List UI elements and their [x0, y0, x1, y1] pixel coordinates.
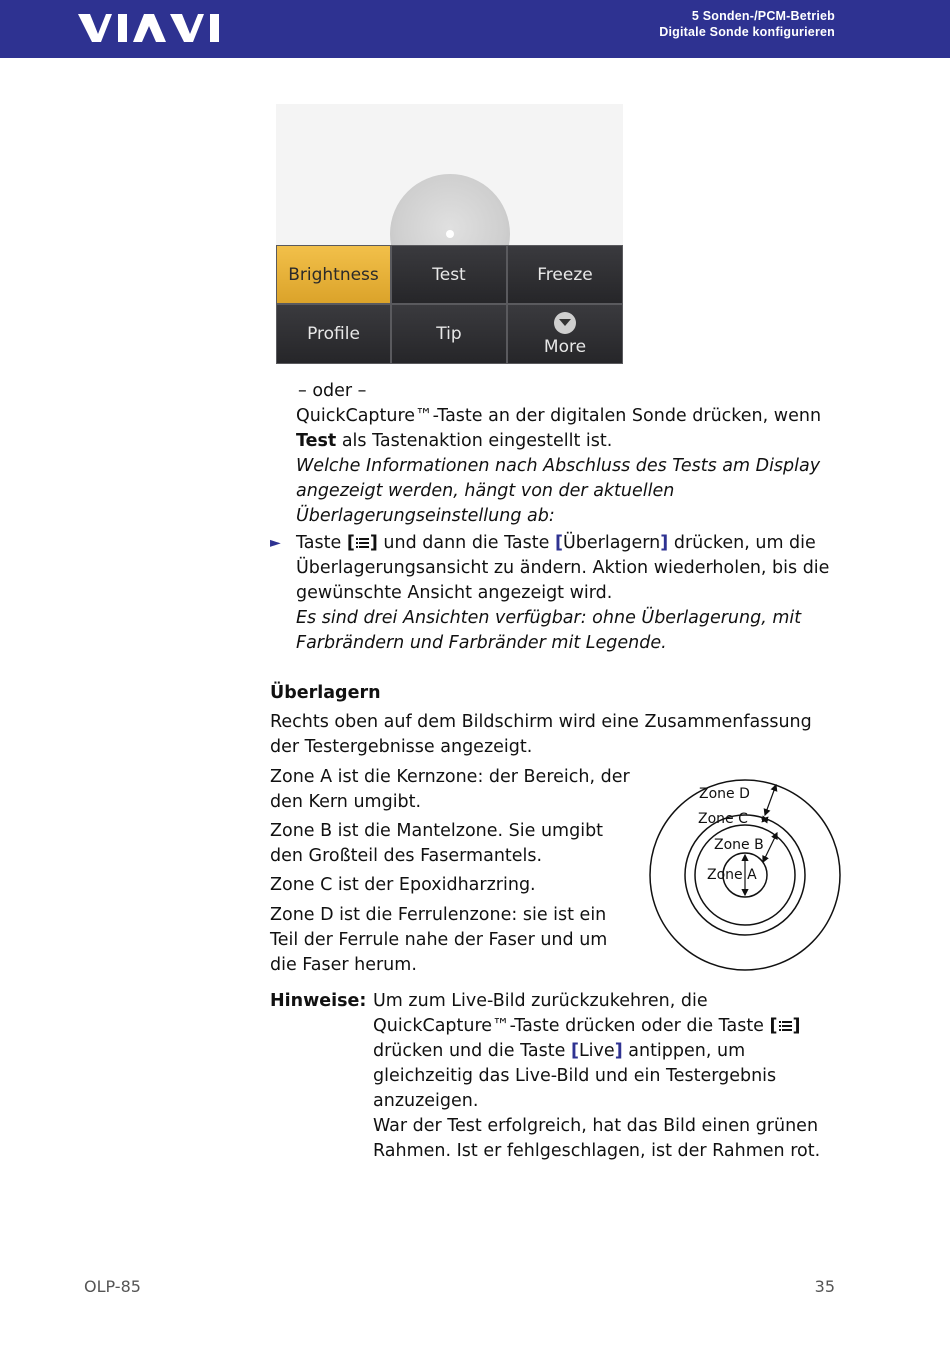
- test-button[interactable]: [391, 245, 507, 304]
- zone-d-line-1: Zone D ist die Ferrulenzone: sie ist ein: [270, 905, 607, 925]
- test-label: Test: [432, 264, 466, 285]
- note-1-line-2-text: QuickCapture™-Taste drücken oder die Taste: [373, 1016, 770, 1036]
- fiber-zone-diagram: [645, 775, 845, 975]
- freeze-label: Freeze: [537, 264, 593, 285]
- profile-label: Profile: [307, 324, 360, 344]
- test-keyword: Test: [296, 431, 337, 451]
- menu-key-icon-2: [ ]: [769, 1016, 801, 1036]
- menu-key-icon: [ ]: [346, 533, 378, 553]
- viavi-logo: [78, 12, 238, 44]
- tip-label: Tip: [436, 324, 462, 344]
- freeze-button[interactable]: [507, 245, 623, 304]
- bullet-line-3: gewünschte Ansicht angezeigt wird.: [296, 583, 613, 603]
- bullet-arrow-icon: ►: [270, 535, 281, 551]
- section-heading: Überlagern: [270, 683, 381, 703]
- note-1-line-3-post: antippen, um: [622, 1041, 746, 1061]
- note-1-line-2: [373, 1014, 801, 1039]
- header-band: [0, 0, 950, 58]
- note-1-line-5: anzuzeigen.: [373, 1091, 479, 1111]
- header-chapter: [659, 8, 835, 40]
- zone-a-label: Zone A: [707, 867, 757, 883]
- summary-line-1: Rechts oben auf dem Bildschirm wird eine Zusammenfassung: [270, 712, 812, 732]
- page-number: 35: [814, 1277, 835, 1296]
- more-button[interactable]: [507, 304, 623, 364]
- brightness-button[interactable]: [276, 245, 391, 304]
- info-line-3: Überlagerungseinstellung ab:: [296, 506, 555, 526]
- bullet-pre: Taste: [296, 533, 347, 553]
- info-line-2: angezeigt werden, hängt von der aktuellen: [296, 481, 675, 501]
- bullet-mid: und dann die Taste: [377, 533, 555, 553]
- zone-b-label: Zone B: [714, 837, 764, 853]
- bullet-line-2: Überlagerungsansicht zu ändern. Aktion wiederholen, bis die: [296, 558, 830, 578]
- section-title: Digitale Sonde konfigurieren: [659, 25, 835, 39]
- zone-d-line-3: die Faser herum.: [270, 955, 417, 975]
- device-screenshot: [276, 104, 623, 364]
- zone-d-label: Zone D: [699, 786, 750, 802]
- button-grid: [276, 245, 623, 364]
- zone-a-line-2: den Kern umgibt.: [270, 792, 422, 812]
- info-line-1: Welche Informationen nach Abschluss des Tests am Display: [296, 456, 821, 476]
- paragraph-quickcapture-1: QuickCapture™-Taste an der digitalen Sonde drücken, wenn: [296, 406, 822, 426]
- zone-b-line-2: den Großteil des Fasermantels.: [270, 846, 543, 866]
- note-2-line-1: War der Test erfolgreich, hat das Bild einen grünen: [373, 1116, 819, 1136]
- live-key: Live: [578, 1041, 615, 1061]
- bullet-italic-2: Farbrändern und Farbränder mit Legende.: [296, 633, 667, 653]
- summary-line-2: der Testergebnisse angezeigt.: [270, 737, 533, 757]
- brightness-label: Brightness: [288, 264, 379, 285]
- zone-c-label: Zone C: [698, 811, 748, 827]
- notes-label: Hinweise:: [270, 991, 367, 1011]
- note-1-line-4: gleichzeitig das Live-Bild und ein Testergebnis: [373, 1066, 777, 1086]
- tip-button[interactable]: [391, 304, 507, 364]
- chapter-title: 5 Sonden-/PCM-Betrieb: [691, 9, 835, 23]
- chevron-down-icon: [554, 312, 576, 334]
- zone-b-line-1: Zone B ist die Mantelzone. Sie umgibt: [270, 821, 604, 841]
- paragraph-quickcapture-2: [296, 429, 612, 454]
- bullet-line-1: Taste [ ] und dann die Taste [Überlagern] drücken, um die: [296, 533, 816, 553]
- ueberlagern-key: Überlagern: [562, 533, 661, 553]
- note-1-line-3: drücken und die Taste [Live] antippen, um: [373, 1041, 746, 1061]
- zone-c-line: Zone C ist der Epoxidharzring.: [270, 875, 536, 895]
- note-2-line-2: Rahmen. Ist er fehlgeschlagen, ist der Rahmen rot.: [373, 1141, 821, 1161]
- profile-button[interactable]: [276, 304, 391, 364]
- oder-line: – oder –: [298, 381, 367, 401]
- paragraph-quickcapture-rest: als Tastenaktion eingestellt ist.: [336, 431, 613, 451]
- zone-d-line-2: Teil der Ferrule nahe der Faser und um: [270, 930, 608, 950]
- note-1-line-1: Um zum Live-Bild zurückzukehren, die: [373, 991, 708, 1011]
- note-1-line-3-pre: drücken und die Taste: [373, 1041, 571, 1061]
- zone-a-line-1: Zone A ist die Kernzone: der Bereich, der: [270, 767, 630, 787]
- fiber-core-dot: [446, 230, 454, 238]
- bullet-italic-1: Es sind drei Ansichten verfügbar: ohne Überlagerung, mit: [296, 608, 802, 628]
- more-label: More: [543, 336, 587, 357]
- footer-product: OLP-85: [84, 1277, 141, 1296]
- bullet-post: drücken, um die: [668, 533, 816, 553]
